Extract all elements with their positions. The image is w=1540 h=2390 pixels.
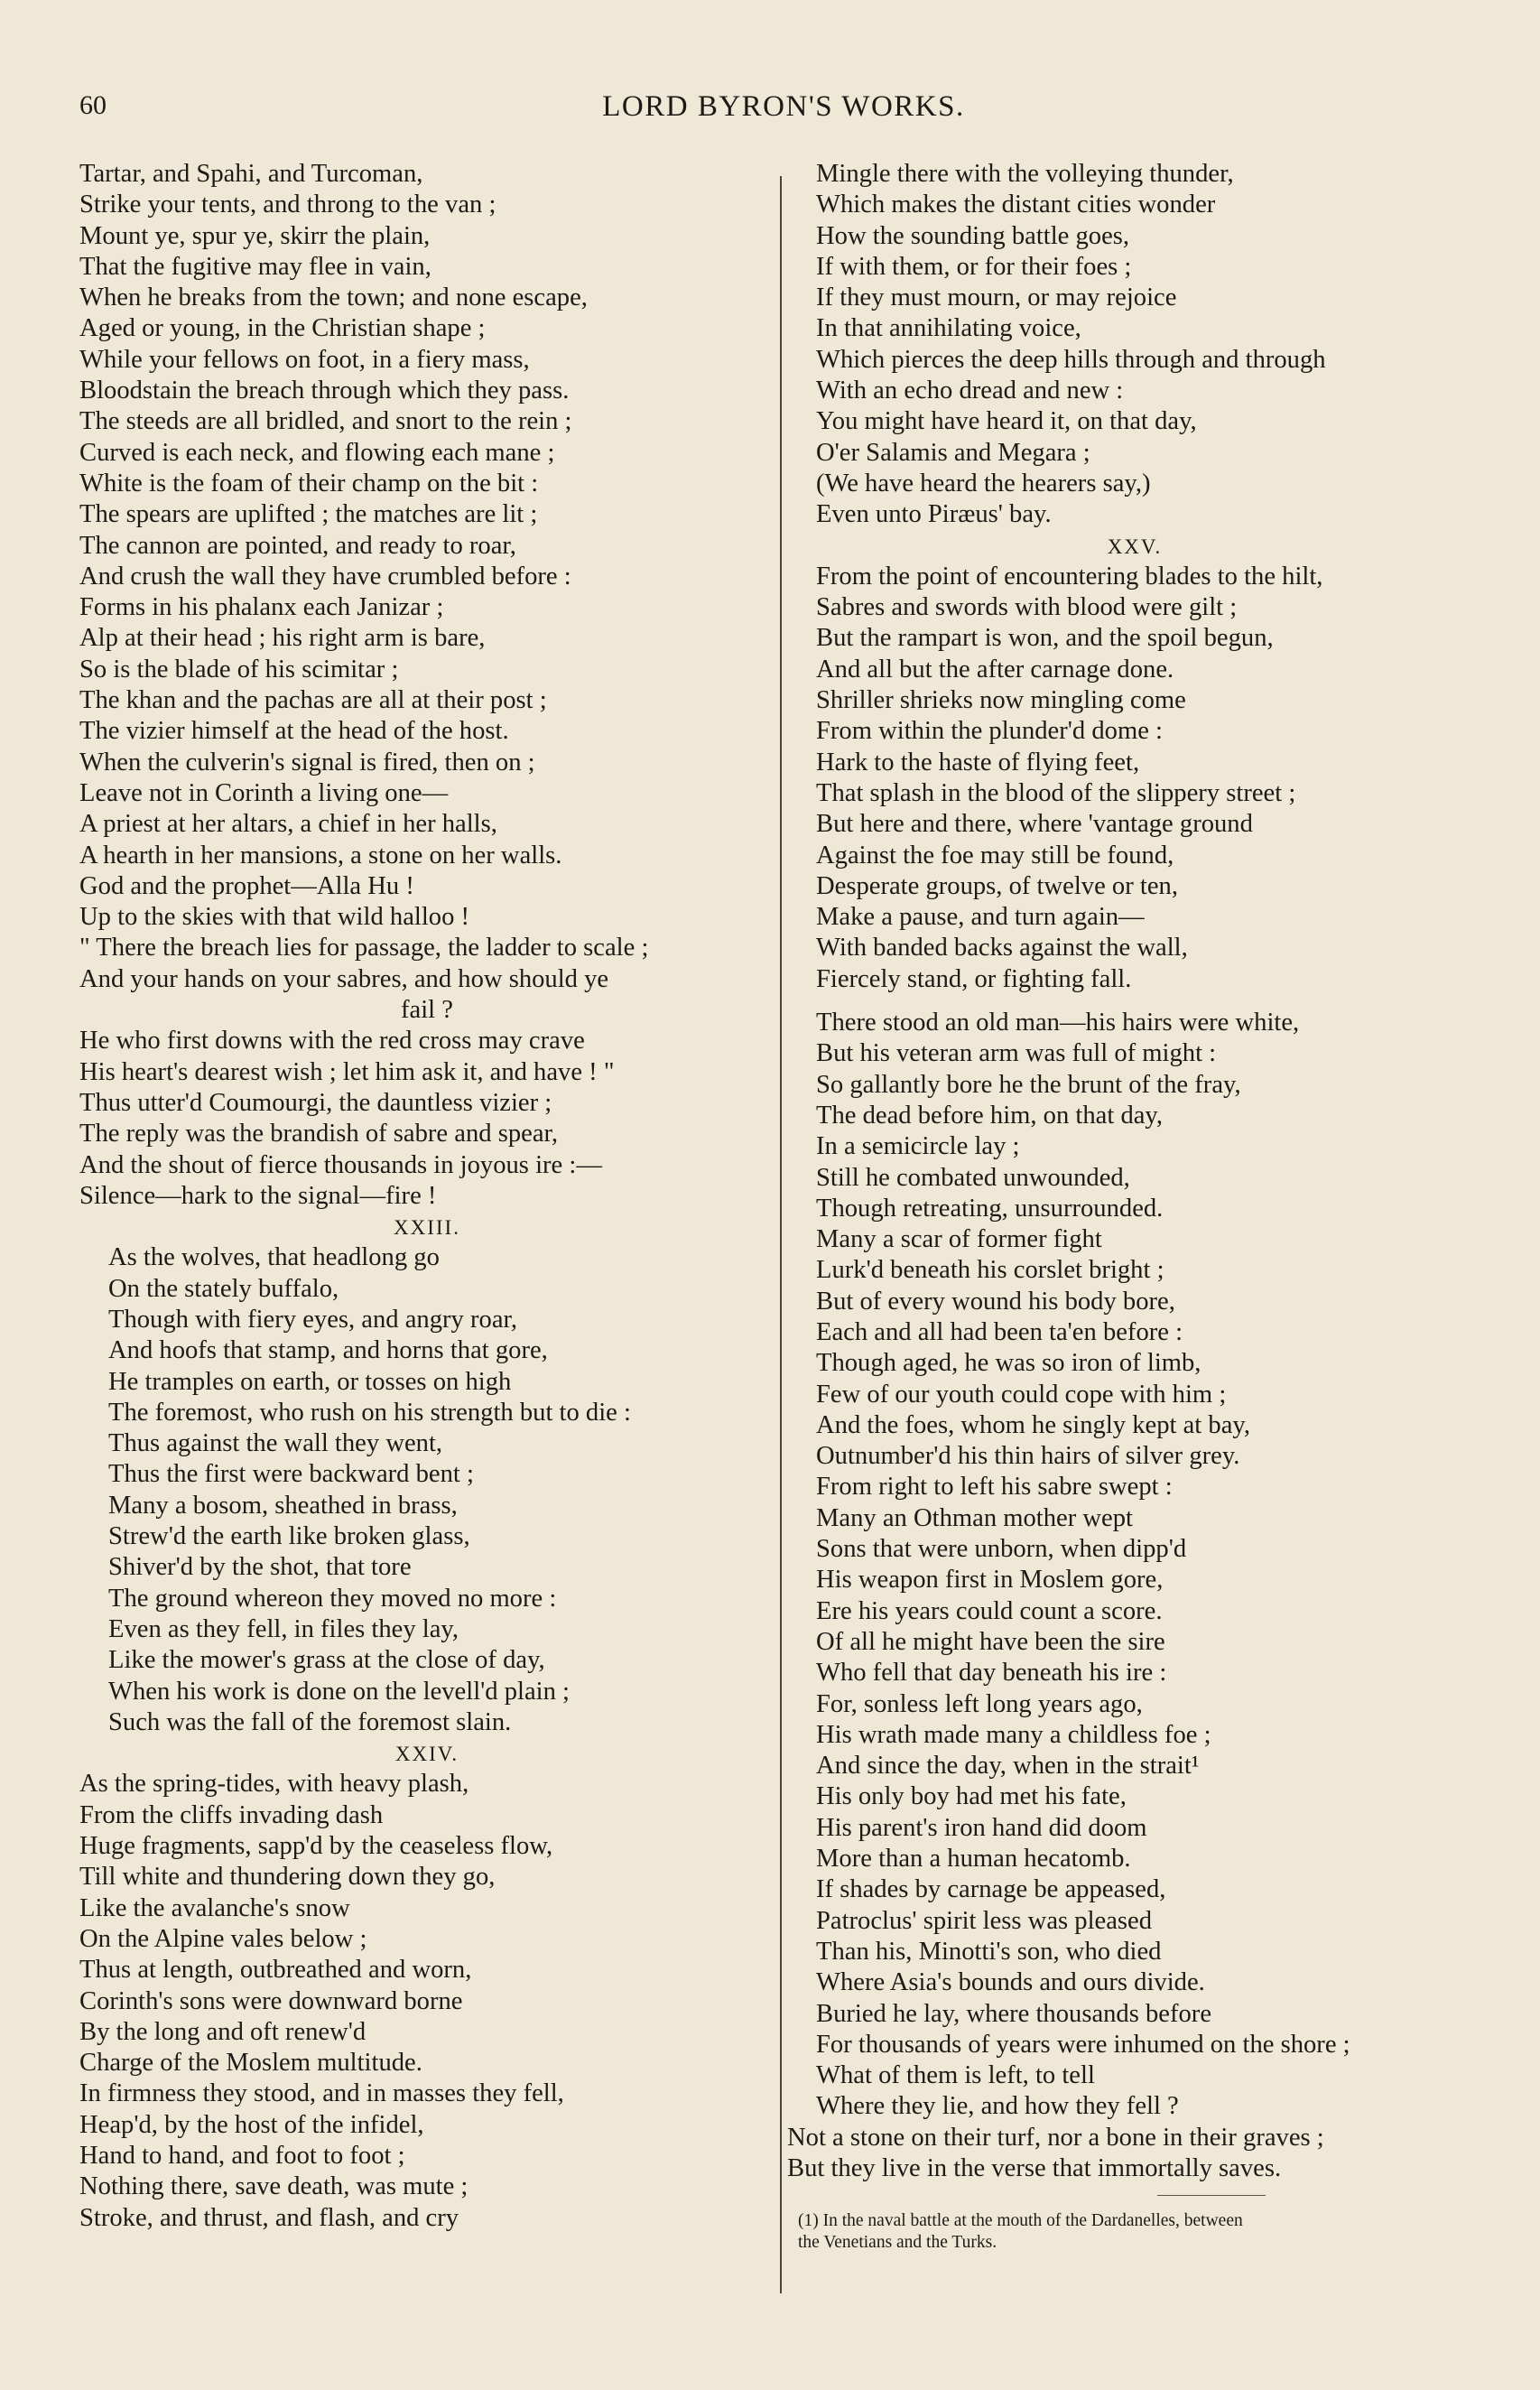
verse-line: " There the breach lies for passage, the ladder to scale ; <box>79 934 649 963</box>
stanza <box>787 159 1482 531</box>
verse-line: And the shout of fierce thousands in joyous ire :— <box>79 1150 602 1179</box>
footnote-line: the Venetians and the Turks. <box>798 2233 997 2253</box>
verse-line: So is the blade of his scimitar ; <box>79 655 399 684</box>
verse-line: There stood an old man—his hairs were white, <box>816 1009 1300 1037</box>
verse-line: How the sounding battle goes, <box>816 221 1130 250</box>
verse-line: Sabres and swords with blood were gilt ; <box>816 593 1238 622</box>
verse-line: And crush the wall they have crumbled before : <box>79 562 571 591</box>
verse-line: A priest at her altars, a chief in her halls, <box>79 810 497 839</box>
verse-line: Aged or young, in the Christian shape ; <box>79 314 486 343</box>
verse-line: Lurk'd beneath his corslet bright ; <box>816 1256 1164 1285</box>
verse-line: Not a stone on their turf, nor a bone in their graves ; <box>787 2123 1324 2152</box>
verse-line: Hand to hand, and foot to foot ; <box>79 2142 405 2170</box>
verse-line: The khan and the pachas are all at their post ; <box>79 686 547 715</box>
verse-line: Of all he might have been the sire <box>816 1627 1165 1656</box>
verse-line: His only boy had met his fate, <box>816 1782 1127 1811</box>
verse-line: Even unto Piræus' bay. <box>816 500 1052 529</box>
verse-line: That splash in the blood of the slippery street ; <box>816 778 1296 807</box>
verse-line: For, sonless left long years ago, <box>816 1689 1143 1718</box>
verse-line: O'er Salamis and Megara ; <box>816 438 1090 467</box>
verse-line: And hoofs that stamp, and horns that gore, <box>108 1336 548 1365</box>
verse-line: The ground whereon they moved no more : <box>108 1584 557 1613</box>
verse-line: Outnumber'd his thin hairs of silver grey. <box>816 1442 1240 1471</box>
verse-line: So gallantly bore he the brunt of the fray, <box>816 1070 1241 1099</box>
verse-line: When he breaks from the town; and none escape, <box>79 284 588 312</box>
verse-line: Many an Othman mother wept <box>816 1503 1133 1532</box>
verse-line: In firmness they stood, and in masses they fell, <box>79 2079 564 2108</box>
verse-line: Still he combated unwounded, <box>816 1163 1130 1192</box>
verse-line: Many a scar of former fight <box>816 1225 1102 1254</box>
stanza-gap <box>787 995 1482 1008</box>
stanza <box>79 159 775 995</box>
page-number: 60 <box>79 90 107 120</box>
verse-line: Where they lie, and how they fell ? <box>816 2092 1179 2121</box>
verse-line: Even as they fell, in files they lay, <box>108 1614 459 1643</box>
verse-line: Few of our youth could cope with him ; <box>816 1380 1227 1409</box>
stanza <box>787 1008 1482 2184</box>
page-header <box>79 90 1488 135</box>
section-heading: XXIV. <box>394 1743 459 1766</box>
verse-line: Strike your tents, and throng to the van ; <box>79 191 496 219</box>
verse-line: If shades by carnage be appeased, <box>816 1875 1166 1904</box>
verse-line: With banded backs against the wall, <box>816 934 1188 963</box>
verse-line: Though retreating, unsurrounded. <box>816 1194 1164 1223</box>
footnote-line: (1) In the naval battle at the mouth of the Dardanelles, between <box>798 2211 1243 2231</box>
verse-line: Which makes the distant cities wonder <box>816 191 1216 219</box>
verse-line: Mount ye, spur ye, skirr the plain, <box>79 221 431 250</box>
stanza <box>79 1242 775 1738</box>
verse-line: The foremost, who rush on his strength but to die : <box>108 1398 631 1427</box>
verse-line: Alp at their head ; his right arm is bare, <box>79 624 486 653</box>
verse-line: God and the prophet—Alla Hu ! <box>79 871 414 900</box>
verse-line: Thus at length, outbreathed and worn, <box>79 1956 472 1985</box>
verse-line: His parent's iron hand did doom <box>816 1813 1147 1842</box>
verse-line: He tramples on earth, or tosses on high <box>108 1367 512 1396</box>
verse-line: Mingle there with the volleying thunder, <box>816 160 1234 188</box>
verse-line: But here and there, where 'vantage ground <box>816 810 1253 839</box>
verse-line: Each and all had been ta'en before : <box>816 1317 1183 1346</box>
verse-line: Curved is each neck, and flowing each mane ; <box>79 438 555 467</box>
verse-line: But they live in the verse that immortally saves. <box>787 2154 1282 2182</box>
verse-line: You might have heard it, on that day, <box>816 407 1197 436</box>
verse-line: Many a bosom, sheathed in brass, <box>108 1491 458 1520</box>
verse-line: The spears are uplifted ; the matches are lit ; <box>79 500 538 529</box>
right-column <box>787 159 1482 2254</box>
verse-line: Bloodstain the breach through which they pass. <box>79 377 570 405</box>
verse-line: Tartar, and Spahi, and Turcoman, <box>79 160 423 188</box>
verse-line: Than his, Minotti's son, who died <box>816 1937 1162 1966</box>
verse-line: If they must mourn, or may rejoice <box>816 284 1177 312</box>
verse-line: Against the foe may still be found, <box>816 841 1174 870</box>
verse-line: But the rampart is won, and the spoil begun, <box>816 624 1274 653</box>
verse-line: He who first downs with the red cross may crave <box>79 1027 585 1056</box>
verse-line: In a semicircle lay ; <box>816 1132 1020 1161</box>
verse-line: And the foes, whom he singly kept at bay, <box>816 1410 1250 1439</box>
verse-line: The cannon are pointed, and ready to roar, <box>79 531 516 560</box>
stanza <box>79 1026 775 1212</box>
verse-line: Shiver'd by the shot, that tore <box>108 1553 412 1582</box>
verse-line: From the cliffs invading dash <box>79 1800 384 1829</box>
verse-line: (We have heard the hearers say,) <box>816 469 1151 498</box>
verse-line: And all but the after carnage done. <box>816 655 1174 684</box>
verse-line: By the long and oft renew'd <box>79 2017 366 2046</box>
verse-line: His heart's dearest wish ; let him ask it, and have ! " <box>79 1057 615 1086</box>
verse-line: Thus utter'd Coumourgi, the dauntless vizier ; <box>79 1088 552 1117</box>
verse-line: Corinth's sons were downward borne <box>79 1986 463 2015</box>
verse-line: From the point of encountering blades to the hilt, <box>816 562 1323 591</box>
verse-line: What of them is left, to tell <box>816 2061 1095 2090</box>
verse-line: Up to the skies with that wild halloo ! <box>79 903 470 932</box>
verse-line: His weapon first in Moslem gore, <box>816 1566 1164 1595</box>
verse-line: Hark to the haste of flying feet, <box>816 748 1140 777</box>
verse-line: The steeds are all bridled, and snort to the rein ; <box>79 407 572 436</box>
verse-line: Stroke, and thrust, and flash, and cry <box>79 2203 459 2232</box>
verse-line: When his work is done on the levell'd plain ; <box>108 1677 571 1706</box>
verse-line: White is the foam of their champ on the bit : <box>79 469 539 498</box>
verse-line: Like the mower's grass at the close of day, <box>108 1646 545 1675</box>
verse-line: That the fugitive may flee in vain, <box>79 252 431 281</box>
verse-line: Huge fragments, sapp'd by the ceaseless flow, <box>79 1832 553 1861</box>
verse-line: The vizier himself at the head of the host. <box>79 717 509 746</box>
verse-line: From right to left his sabre swept : <box>816 1473 1173 1502</box>
verse-line: Ere his years could count a score. <box>816 1596 1163 1625</box>
verse-line: Desperate groups, of twelve or ten, <box>816 871 1178 900</box>
running-title: LORD BYRON'S WORKS. <box>602 90 965 123</box>
verse-line: For thousands of years were inhumed on the shore ; <box>816 2030 1350 2059</box>
verse-line: Sons that were unborn, when dipp'd <box>816 1535 1187 1564</box>
verse-line: Thus against the wall they went, <box>108 1429 443 1458</box>
column-divider <box>780 176 782 2293</box>
verse-line: Thus the first were backward bent ; <box>108 1460 474 1489</box>
verse-line: In that annihilating voice, <box>816 314 1081 343</box>
stanza <box>79 1769 775 2233</box>
verse-line: On the Alpine vales below ; <box>79 1924 367 1953</box>
verse-line: While your fellows on foot, in a fiery mass, <box>79 345 530 374</box>
section-heading: XXV. <box>1107 535 1163 558</box>
verse-line: Strew'd the earth like broken glass, <box>108 1522 470 1551</box>
verse-line: As the wolves, that headlong go <box>108 1243 440 1272</box>
verse-line: Patroclus' spirit less was pleased <box>816 1906 1153 1935</box>
verse-line: Where Asia's bounds and ours divide. <box>816 1968 1205 1997</box>
verse-line: A hearth in her mansions, a stone on her walls. <box>79 841 562 870</box>
verse-line: Till white and thundering down they go, <box>79 1863 496 1892</box>
verse-line: Like the avalanche's snow <box>79 1893 350 1922</box>
verse-line-continuation: fail ? <box>401 996 453 1025</box>
verse-line: Buried he lay, where thousands before <box>816 1999 1212 2028</box>
verse-line: Shriller shrieks now mingling come <box>816 686 1186 715</box>
verse-line: And your hands on your sabres, and how should ye <box>79 964 609 993</box>
verse-line: But his veteran arm was full of might : <box>816 1039 1217 1068</box>
verse-line: His wrath made many a childless foe ; <box>816 1720 1211 1749</box>
footnote <box>787 2210 1482 2254</box>
verse-line: Who fell that day beneath his ire : <box>816 1659 1167 1688</box>
verse-line: Though with fiery eyes, and angry roar, <box>108 1305 518 1334</box>
verse-line: On the stately buffalo, <box>108 1274 339 1303</box>
left-column <box>79 159 775 2234</box>
verse-line: Make a pause, and turn again— <box>816 903 1145 932</box>
verse-line: Fiercely stand, or fighting fall. <box>816 964 1132 993</box>
verse-line: From within the plunder'd dome : <box>816 717 1163 746</box>
verse-line: Heap'd, by the host of the infidel, <box>79 2110 424 2139</box>
stanza <box>787 562 1482 995</box>
verse-line: Leave not in Corinth a living one— <box>79 778 449 807</box>
verse-line: Charge of the Moslem multitude. <box>79 2049 422 2078</box>
verse-line: And since the day, when in the strait¹ <box>816 1752 1200 1781</box>
verse-line: The reply was the brandish of sabre and spear, <box>79 1120 559 1149</box>
verse-line: Forms in his phalanx each Janizar ; <box>79 593 444 622</box>
verse-line: If with them, or for their foes ; <box>816 252 1132 281</box>
verse-line: When the culverin's signal is fired, then on ; <box>79 748 535 777</box>
verse-line: Such was the fall of the foremost slain. <box>108 1707 512 1736</box>
verse-line: The dead before him, on that day, <box>816 1101 1164 1130</box>
section-heading: XXIII. <box>394 1216 460 1240</box>
verse-line: With an echo dread and new : <box>816 377 1124 405</box>
verse-line: Silence—hark to the signal—fire ! <box>79 1181 437 1210</box>
verse-line: Nothing there, save death, was mute ; <box>79 2172 468 2201</box>
verse-line: Though aged, he was so iron of limb, <box>816 1349 1201 1378</box>
verse-line: But of every wound his body bore, <box>816 1287 1175 1316</box>
verse-line: Which pierces the deep hills through and through <box>816 345 1326 374</box>
verse-line: More than a human hecatomb. <box>816 1845 1131 1874</box>
verse-line: As the spring-tides, with heavy plash, <box>79 1770 469 1799</box>
footnote-rule <box>1157 2195 1266 2196</box>
